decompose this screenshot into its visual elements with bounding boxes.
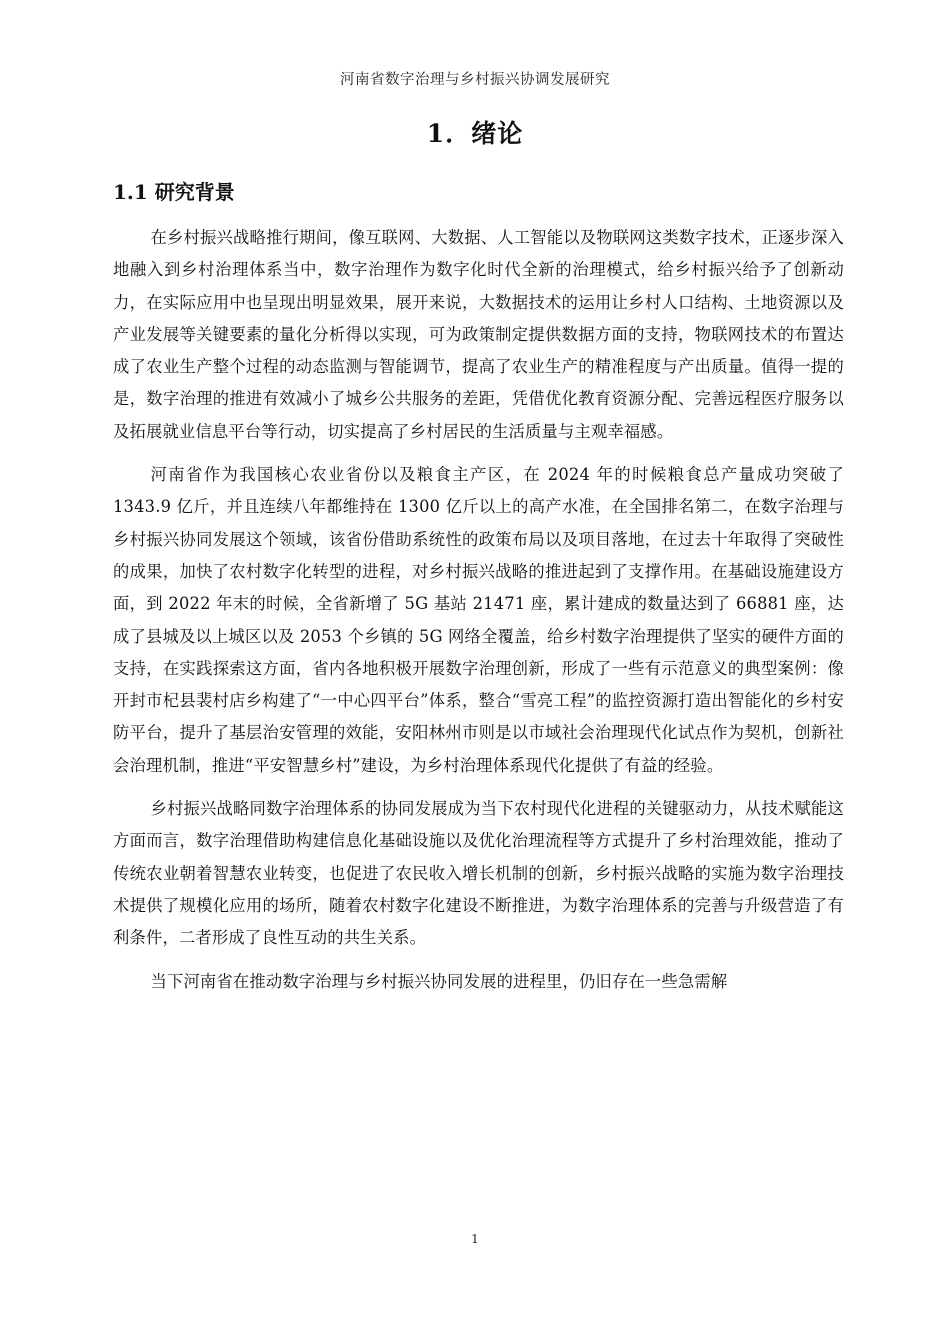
paragraph: 在乡村振兴战略推行期间，像互联网、大数据、人工智能以及物联网这类数字技术，正逐步深入地融入到乡村治理体系当中，数字治理作为数字化时代全新的治理模式，给乡村振兴给予了创新动力，在实际应用中也呈现出明显效果，展开来说，大数据技术的运用让乡村人口结构、土地资源以及产业发展等关键要素的量化分析得以实现，可为政策制定提供数据方面的支持，物联网技术的布置达成了农业生产整个过程的动态监测与智能调节，提高了农业生产的精准程度与产出质量。值得一提的是，数字治理的推进有效减小了城乡公共服务的差距，凭借优化教育资源分配、完善远程医疗服务以及拓展就业信息平台等行动，切实提高了乡村居民的生活质量与主观幸福感。 xyxy=(113,228,844,441)
paragraph: 河南省作为我国核心农业省份以及粮食主产区，在 2024 年的时候粮食总产量成功突破了 1343.9 亿斤，并且连续八年都维持在 1300 亿斤以上的高产水准，在全国排名第二，在数字治理与乡村振兴协同发展这个领域，该省份借助系统性的政策布局以及项目落地，在过去十年取得了突破性的成果，加快了农村数字化转型的进程，对乡村振兴战略的推进起到了支撑作用。在基础设施建设方面，到 2022 年末的时候，全省新增了 5G 基站 21471 座，累计建成的数量达到了 66881 座，达成了县城及以上城区以及 2053 个乡镇的 5G 网络全覆盖，给乡村数字治理提供了坚实的硬件方面的支持，在实践探索这方面，省内各地积极开展数字治理创新，形成了一些有示范意义的典型案例：像开封市杞县裴村店乡构建了“一中心四平台”体系，整合“雪亮工程”的监控资源打造出智能化的乡村安防平台，提升了基层治安管理的效能，安阳林州市则是以市域社会治理现代化试点作为契机，创新社会治理机制，推进“平安智慧乡村”建设，为乡村治理体系现代化提供了有益的经验。 xyxy=(113,465,844,775)
page-number: 1 xyxy=(471,1232,479,1246)
body-text xyxy=(113,222,844,1009)
paragraph: 乡村振兴战略同数字治理体系的协同发展成为当下农村现代化进程的关键驱动力，从技术赋能这方面而言，数字治理借助构建信息化基础设施以及优化治理流程等方式提升了乡村治理效能，推动了传统农业朝着智慧农业转变，也促进了农民收入增长机制的创新，乡村振兴战略的实施为数字治理技术提供了规模化应用的场所，随着农村数字化建设不断推进，为数字治理体系的完善与升级营造了有利条件，二者形成了良性互动的共生关系。 xyxy=(113,799,844,948)
running-header: 河南省数字治理与乡村振兴协调发展研究 xyxy=(340,72,610,88)
section-heading: 1.1 研究背景 xyxy=(113,180,235,204)
chapter-title: 1．绪论 xyxy=(426,119,524,148)
paragraph: 当下河南省在推动数字治理与乡村振兴协同发展的进程里，仍旧存在一些急需解 xyxy=(150,971,728,991)
